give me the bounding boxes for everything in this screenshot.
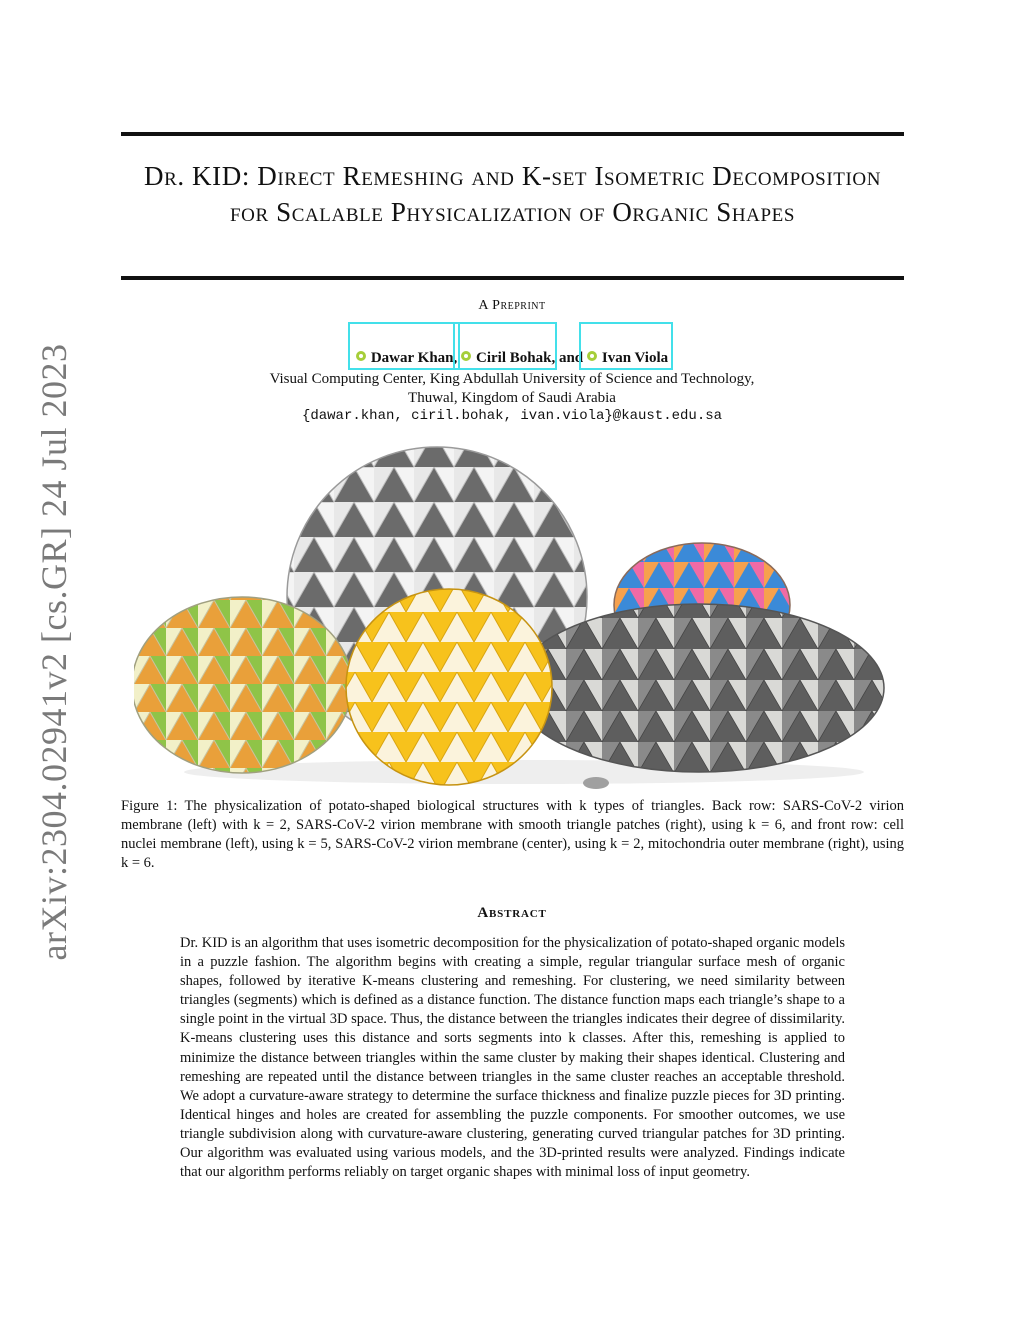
author-list: [0, 350, 1024, 367]
arxiv-sidebar: [34, 343, 74, 961]
figure-physicalized-models: [134, 432, 890, 794]
abstract-text: Dr. KID is an algorithm that uses isometric decomposition for the physicalization of potato-shaped organic models in a puzzle fashion. The algorithm begins with creating a simple, regular triangular surface mesh of organic shapes, followed by iterative K-means clustering and remeshing. For clustering, we need similarity between triangles (segments) which is defined as a distance function. The distance function maps each triangle’s shape to a single point in the virtual 3D space. Thus, the distance between the triangles indicates their degree of dissimilarity. K-means clustering uses this distance and sorts segments into k classes. After this, remeshing is applied to minimize the distance between triangles within the same cluster by making their shapes identical. Clustering and remeshing are repeated until the distance between triangles in the same cluster reaches an acceptable threshold. We adopt a curvature-aware strategy to determine the surface thickness and finalize puzzle pieces for 3D printing. Identical hinges and holes are created for assembling the puzzle components. For smoother outcomes, we use triangle subdivision along with curvature-aware clustering, generating curved triangular patches for 3D printing. Our algorithm was evaluated using various models, and the 3D-printed results were analyzed. Findings indicate that our algorithm performs reliably on target organic shapes with minimal loss of input geometry.: [180, 935, 845, 1181]
author-link-bohak[interactable]: [461, 350, 551, 367]
orcid-icon[interactable]: [356, 351, 366, 361]
title-rule-bottom: [121, 276, 904, 280]
author-name: Ciril Bohak: [476, 350, 552, 366]
model-green-orange-ellipsoid: [134, 597, 352, 773]
paper-title: Dr. KID: Direct Remeshing and K-set Isometric Decomposition for Scalable Physicalization of Organic Shapes: [143, 161, 882, 227]
preprint-label: A Preprint: [478, 298, 546, 313]
title-rule-top: [121, 132, 904, 136]
link-box: [348, 322, 460, 370]
abstract-heading: Abstract: [477, 905, 547, 921]
arxiv-identifier: arXiv:2304.02941v2 [cs.GR] 24 Jul 2023: [34, 343, 74, 961]
link-box: [453, 322, 557, 370]
author-separator: ,: [453, 350, 461, 366]
author-link-viola[interactable]: [587, 350, 668, 367]
author-name: Dawar Khan: [370, 350, 454, 366]
link-box: [579, 322, 673, 370]
coin-for-scale: [583, 777, 609, 789]
affiliation-line-1: Visual Computing Center, King Abdullah University of Science and Technology,: [269, 371, 755, 387]
model-dark-gray-ellipsoid: [514, 604, 884, 772]
author-link-khan[interactable]: [356, 350, 454, 367]
author-separator: , and: [551, 350, 587, 366]
affiliation-line-2: Thuwal, Kingdom of Saudi Arabia: [408, 390, 616, 406]
orcid-icon[interactable]: [461, 351, 471, 361]
figure-caption: Figure 1: The physicalization of potato-shaped biological structures with k types of triangles. Back row: SARS-CoV-2 virion membrane (left) with k = 2, SARS-CoV-2 virion membrane with smooth triangle patches (right), using k = 6, and front row: cell nuclei membrane (left), using k = 5, SARS-CoV-2 virion membrane (center), using k = 2, mitochondria outer membrane (right), using k = 6.: [121, 798, 904, 871]
author-email: {dawar.khan, ciril.bohak, ivan.viola}@kaust.edu.sa: [301, 408, 723, 424]
author-name: Ivan Viola: [601, 350, 669, 366]
model-yellow-sphere: [346, 589, 552, 785]
orcid-icon[interactable]: [587, 351, 597, 361]
